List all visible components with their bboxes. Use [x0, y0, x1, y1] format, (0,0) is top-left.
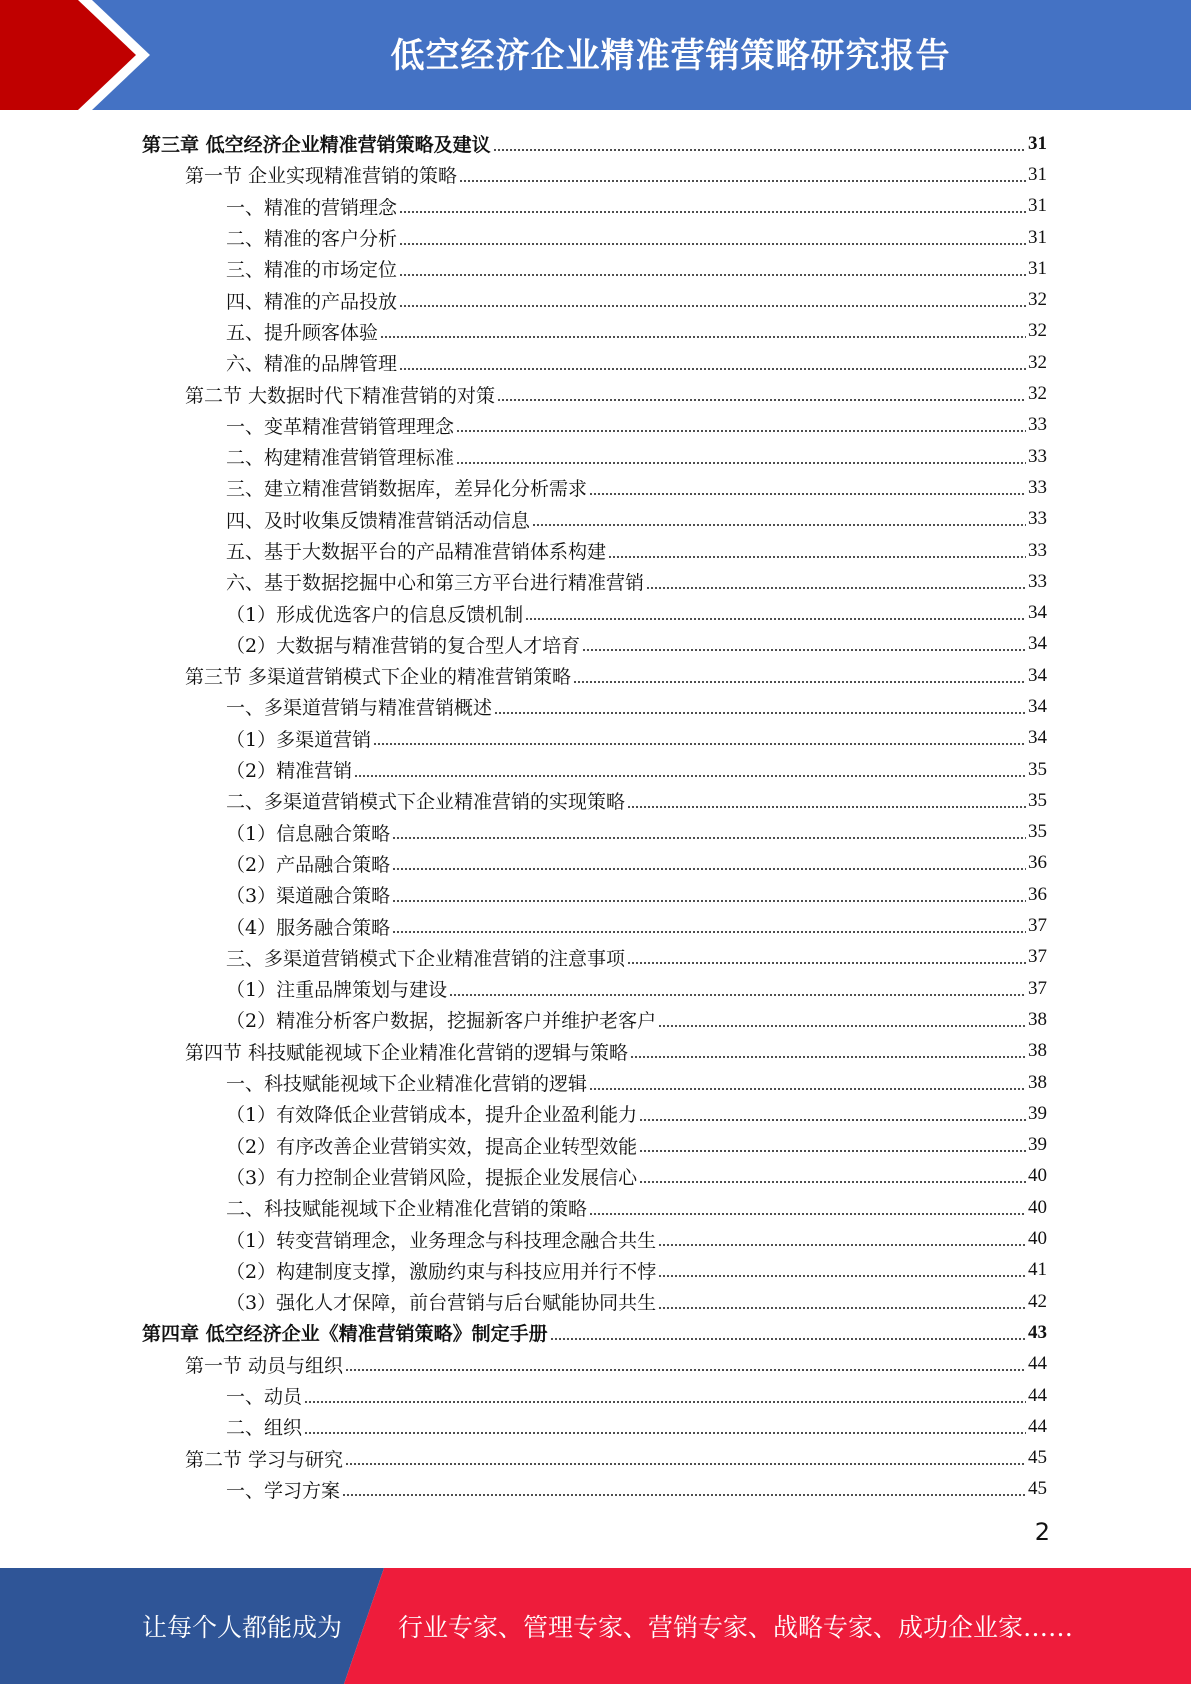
- toc-entry[interactable]: [142, 1286, 1047, 1317]
- toc-dot-leader: [392, 868, 1026, 870]
- toc-entry-title: 一、学习方案: [226, 1479, 341, 1502]
- toc-entry[interactable]: [142, 660, 1047, 691]
- toc-dot-leader: [392, 900, 1026, 902]
- toc-entry-title: （2）大数据与精准营销的复合型人才培育: [226, 634, 581, 657]
- toc-entry[interactable]: [142, 1411, 1047, 1442]
- page-number: 2: [1034, 1518, 1050, 1546]
- footer-slogan-right: 行业专家、管理专家、营销专家、战略专家、成功企业家……: [398, 1613, 1074, 1642]
- toc-entry-title: 第三章 低空经济企业精准营销策略及建议: [142, 134, 491, 157]
- toc-entry[interactable]: [142, 128, 1047, 159]
- toc-dot-leader: [627, 962, 1026, 964]
- toc-entry-title: 二、多渠道营销模式下企业精准营销的实现策略: [226, 791, 626, 814]
- toc-dot-leader: [658, 1307, 1026, 1309]
- toc-entry-title: 一、科技赋能视域下企业精准化营销的逻辑: [226, 1073, 588, 1096]
- toc-entry[interactable]: [142, 410, 1047, 441]
- toc-entry-title: 一、精准的营销理念: [226, 196, 398, 219]
- toc-entry[interactable]: [142, 597, 1047, 628]
- toc-entry[interactable]: [142, 191, 1047, 222]
- toc-entry-title: （2）有序改善企业营销实效，提高企业转型效能: [226, 1135, 638, 1158]
- toc-entry-page: 44: [1028, 1384, 1047, 1406]
- document-title: 低空经济企业精准营销策略研究报告: [390, 35, 951, 76]
- toc-dot-leader: [573, 681, 1026, 683]
- toc-entry[interactable]: [142, 347, 1047, 378]
- toc-dot-leader: [532, 524, 1026, 526]
- toc-entry[interactable]: [142, 472, 1047, 503]
- toc-entry-page: 40: [1028, 1228, 1047, 1250]
- toc-entry[interactable]: [142, 535, 1047, 566]
- toc-entry[interactable]: [142, 1192, 1047, 1223]
- toc-entry-title: 三、精准的市场定位: [226, 259, 398, 282]
- toc-entry-page: 37: [1028, 977, 1047, 999]
- toc-dot-leader: [380, 336, 1026, 338]
- toc-entry[interactable]: [142, 1474, 1047, 1505]
- toc-entry-page: 44: [1028, 1353, 1047, 1375]
- toc-dot-leader: [639, 1181, 1026, 1183]
- toc-dot-leader: [494, 712, 1026, 714]
- toc-entry-page: 33: [1028, 539, 1047, 561]
- toc-entry-page: 45: [1028, 1478, 1047, 1500]
- toc-entry[interactable]: [142, 504, 1047, 535]
- toc-dot-leader: [639, 1150, 1026, 1152]
- toc-dot-leader: [345, 1463, 1026, 1465]
- toc-entry-title: （2）精准分析客户数据，挖掘新客户并维护老客户: [226, 1010, 657, 1033]
- toc-dot-leader: [392, 931, 1026, 933]
- toc-entry[interactable]: [142, 848, 1047, 879]
- toc-dot-leader: [399, 274, 1026, 276]
- toc-entry[interactable]: [142, 441, 1047, 472]
- header-chevron-decoration: [0, 0, 160, 110]
- toc-entry-title: 第二节 大数据时代下精准营销的对策: [185, 384, 496, 407]
- toc-entry-title: 四、精准的产品投放: [226, 290, 398, 313]
- footer-banner: [0, 1568, 1191, 1684]
- toc-entry-title: 五、基于大数据平台的产品精准营销体系构建: [226, 541, 607, 563]
- toc-entry[interactable]: [142, 566, 1047, 597]
- toc-entry-title: （1）注重品牌策划与建设: [226, 979, 448, 1002]
- toc-entry[interactable]: [142, 723, 1047, 754]
- toc-dot-leader: [399, 243, 1026, 245]
- toc-entry-page: 35: [1028, 758, 1047, 780]
- toc-entry[interactable]: [142, 754, 1047, 785]
- toc-entry[interactable]: [142, 1036, 1047, 1067]
- toc-entry-title: 六、基于数据挖掘中心和第三方平台进行精准营销: [226, 572, 645, 595]
- toc-entry-title: 第二节 学习与研究: [185, 1448, 344, 1471]
- toc-dot-leader: [399, 305, 1026, 307]
- toc-entry-title: 二、组织: [226, 1417, 303, 1440]
- toc-entry-title: 三、建立精准营销数据库，差异化分析需求: [226, 478, 588, 501]
- toc-dot-leader: [658, 1244, 1026, 1246]
- toc-dot-leader: [342, 1494, 1026, 1496]
- toc-entry-title: 一、多渠道营销与精准营销概述: [226, 697, 493, 720]
- toc-entry-title: 六、精准的品牌管理: [226, 353, 398, 376]
- toc-entry-title: （1）转变营销理念，业务理念与科技理念融合共生: [226, 1229, 657, 1252]
- toc-entry-title: （1）有效降低企业营销成本，提升企业盈利能力: [226, 1104, 638, 1127]
- toc-entry-page: 34: [1028, 602, 1047, 624]
- toc-entry[interactable]: [142, 222, 1047, 253]
- toc-entry-title: 一、动员: [226, 1386, 303, 1409]
- toc-entry-page: 38: [1028, 1008, 1047, 1030]
- toc-entry-title: （1）形成优选客户的信息反馈机制: [226, 603, 524, 626]
- toc-dot-leader: [582, 649, 1026, 651]
- toc-entry-title: （2）构建制度支撑，激励约束与科技应用并行不悖: [226, 1260, 657, 1283]
- toc-entry[interactable]: [142, 1349, 1047, 1380]
- toc-dot-leader: [627, 806, 1026, 808]
- table-of-contents: [142, 128, 1047, 1505]
- footer-slogan-left: 让每个人都能成为: [142, 1613, 343, 1642]
- toc-entry-page: 39: [1028, 1102, 1047, 1124]
- toc-entry[interactable]: [142, 1098, 1047, 1129]
- toc-dot-leader: [493, 149, 1026, 151]
- toc-entry[interactable]: [142, 1442, 1047, 1473]
- toc-dot-leader: [639, 1119, 1026, 1121]
- toc-entry-page: 35: [1028, 789, 1047, 811]
- toc-entry-title: 一、变革精准营销管理理念: [226, 415, 455, 438]
- toc-entry-page: 39: [1028, 1134, 1047, 1156]
- toc-entry-page: 34: [1028, 664, 1047, 686]
- toc-entry-title: （3）渠道融合策略: [226, 885, 391, 908]
- toc-entry[interactable]: [142, 316, 1047, 347]
- toc-dot-leader: [399, 211, 1026, 213]
- toc-dot-leader: [456, 430, 1026, 432]
- toc-entry-page: 37: [1028, 915, 1047, 937]
- toc-entry[interactable]: [142, 1130, 1047, 1161]
- toc-dot-leader: [304, 1432, 1026, 1434]
- toc-entry-page: 34: [1028, 633, 1047, 655]
- toc-entry-page: 42: [1028, 1290, 1047, 1312]
- toc-entry[interactable]: [142, 1255, 1047, 1286]
- toc-entry-page: 33: [1028, 414, 1047, 436]
- toc-entry-page: 33: [1028, 445, 1047, 467]
- toc-entry-title: （1）信息融合策略: [226, 822, 391, 845]
- toc-dot-leader: [589, 1213, 1026, 1215]
- toc-entry[interactable]: [142, 629, 1047, 660]
- toc-dot-leader: [589, 1088, 1026, 1090]
- toc-entry[interactable]: [142, 284, 1047, 315]
- toc-entry-title: （4）服务融合策略: [226, 916, 391, 939]
- toc-entry[interactable]: [142, 879, 1047, 910]
- toc-entry-title: （3）有力控制企业营销风险，提振企业发展信心: [226, 1166, 638, 1189]
- header-banner: [0, 0, 1191, 110]
- toc-entry-page: 40: [1028, 1165, 1047, 1187]
- toc-dot-leader: [646, 587, 1026, 589]
- toc-entry-page: 38: [1028, 1071, 1047, 1093]
- toc-entry-page: 32: [1028, 383, 1047, 405]
- toc-entry-page: 35: [1028, 821, 1047, 843]
- toc-entry-page: 37: [1028, 946, 1047, 968]
- toc-entry[interactable]: [142, 1004, 1047, 1035]
- toc-entry-page: 44: [1028, 1415, 1047, 1437]
- toc-entry-page: 38: [1028, 1040, 1047, 1062]
- toc-entry-page: 36: [1028, 883, 1047, 905]
- toc-entry-page: 31: [1028, 226, 1047, 248]
- toc-entry[interactable]: [142, 785, 1047, 816]
- toc-dot-leader: [658, 1275, 1026, 1277]
- toc-dot-leader: [456, 462, 1026, 464]
- toc-entry-title: 第四章 低空经济企业《精准营销策略》制定手册: [142, 1323, 548, 1346]
- toc-dot-leader: [589, 493, 1026, 495]
- toc-entry-title: 二、精准的客户分析: [226, 228, 398, 251]
- toc-entry-page: 31: [1028, 163, 1047, 185]
- toc-entry-page: 32: [1028, 351, 1047, 373]
- toc-entry-page: 40: [1028, 1196, 1047, 1218]
- toc-entry-page: 41: [1028, 1259, 1047, 1281]
- toc-entry[interactable]: [142, 942, 1047, 973]
- toc-entry-title: 第一节 动员与组织: [185, 1354, 344, 1377]
- toc-dot-leader: [354, 775, 1026, 777]
- toc-entry-page: 31: [1028, 195, 1047, 217]
- toc-dot-leader: [449, 994, 1026, 996]
- toc-entry-title: 第一节 企业实现精准营销的策略: [185, 165, 458, 188]
- toc-entry-page: 43: [1028, 1321, 1047, 1343]
- toc-dot-leader: [392, 837, 1026, 839]
- toc-entry[interactable]: [142, 1380, 1047, 1411]
- toc-entry-page: 36: [1028, 852, 1047, 874]
- toc-entry-page: 33: [1028, 508, 1047, 530]
- toc-entry-title: （1）多渠道营销: [226, 728, 372, 751]
- toc-dot-leader: [630, 1056, 1026, 1058]
- toc-entry-title: 三、多渠道营销模式下企业精准营销的注意事项: [226, 947, 626, 970]
- toc-dot-leader: [399, 368, 1026, 370]
- toc-entry[interactable]: [142, 253, 1047, 284]
- toc-entry-page: 45: [1028, 1447, 1047, 1469]
- toc-dot-leader: [345, 1369, 1026, 1371]
- toc-entry[interactable]: [142, 1161, 1047, 1192]
- toc-entry-title: （3）强化人才保障，前台营销与后台赋能协同共生: [226, 1292, 657, 1315]
- toc-entry[interactable]: [142, 1067, 1047, 1098]
- toc-entry[interactable]: [142, 910, 1047, 941]
- toc-dot-leader: [550, 1338, 1026, 1340]
- toc-entry[interactable]: [142, 1317, 1047, 1348]
- toc-entry-title: （2）精准营销: [226, 760, 353, 783]
- toc-entry[interactable]: [142, 817, 1047, 848]
- toc-entry-page: 32: [1028, 320, 1047, 342]
- toc-dot-leader: [525, 618, 1026, 620]
- toc-entry[interactable]: [142, 378, 1047, 409]
- toc-entry-page: 34: [1028, 727, 1047, 749]
- toc-entry-title: 二、构建精准营销管理标准: [226, 447, 455, 470]
- toc-entry[interactable]: [142, 159, 1047, 190]
- toc-entry-title: 四、及时收集反馈精准营销活动信息: [226, 509, 531, 532]
- toc-entry-title: 二、科技赋能视域下企业精准化营销的策略: [226, 1198, 588, 1221]
- toc-dot-leader: [304, 1401, 1026, 1403]
- toc-entry-title: 五、提升顾客体验: [226, 321, 379, 344]
- toc-entry[interactable]: [142, 691, 1047, 722]
- toc-entry[interactable]: [142, 1223, 1047, 1254]
- toc-dot-leader: [459, 180, 1026, 182]
- toc-entry[interactable]: [142, 973, 1047, 1004]
- toc-dot-leader: [497, 399, 1026, 401]
- toc-entry-page: 31: [1028, 132, 1047, 154]
- toc-dot-leader: [658, 1025, 1026, 1027]
- toc-entry-page: 33: [1028, 570, 1047, 592]
- toc-entry-page: 33: [1028, 476, 1047, 498]
- toc-dot-leader: [373, 743, 1026, 745]
- toc-entry-page: 32: [1028, 289, 1047, 311]
- toc-entry-page: 34: [1028, 695, 1047, 717]
- toc-entry-title: 第三节 多渠道营销模式下企业的精准营销策略: [185, 666, 572, 689]
- toc-entry-title: 第四节 科技赋能视域下企业精准化营销的逻辑与策略: [185, 1041, 629, 1064]
- toc-entry-title: （2）产品融合策略: [226, 853, 391, 876]
- toc-dot-leader: [608, 556, 1026, 558]
- toc-entry-page: 31: [1028, 257, 1047, 279]
